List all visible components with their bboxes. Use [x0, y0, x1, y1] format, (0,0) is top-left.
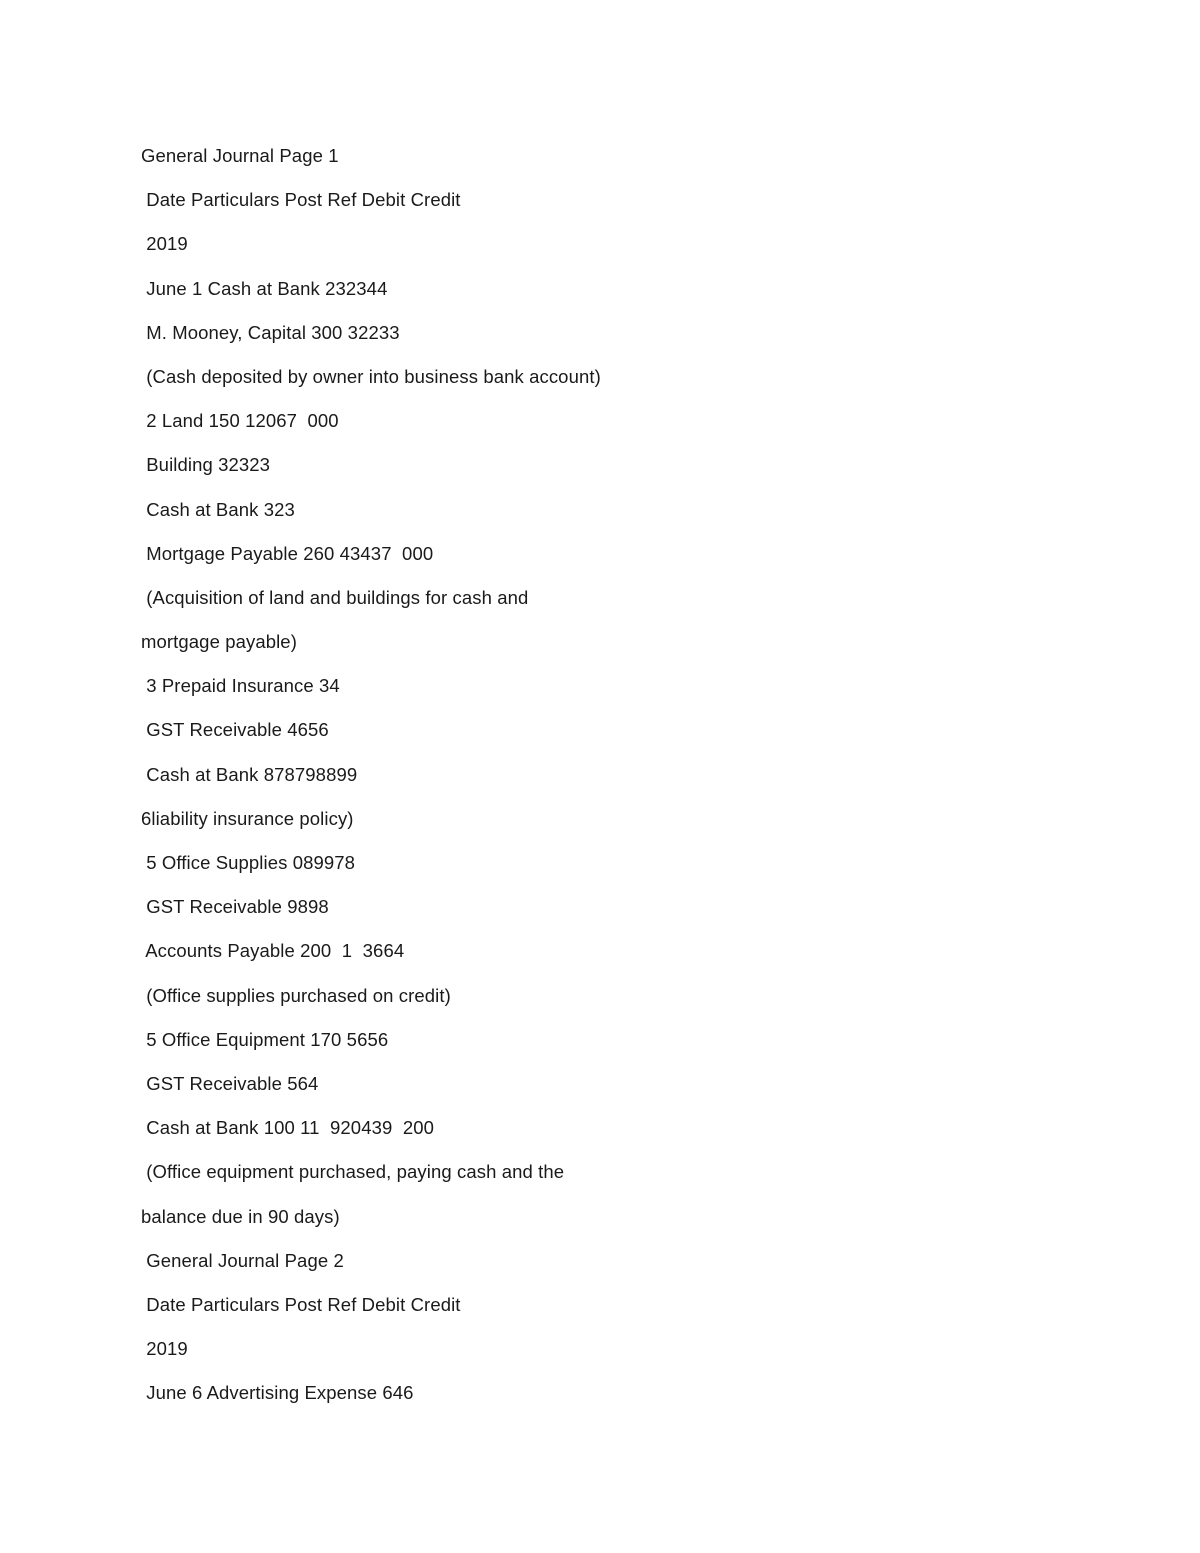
journal-line: GST Receivable 9898 — [141, 896, 329, 918]
journal-line: June 6 Advertising Expense 646 — [141, 1382, 414, 1404]
journal-line: 5 Office Equipment 170 5656 — [141, 1028, 389, 1050]
journal-line: Cash at Bank 878798899 — [141, 763, 358, 785]
year-line: 2019 — [141, 1338, 188, 1360]
journal-line: GST Receivable 4656 — [141, 719, 329, 741]
journal-line: Cash at Bank 323 — [141, 498, 295, 520]
journal-line: 2 Land 150 12067 000 — [141, 410, 339, 432]
journal-heading: General Journal Page 2 — [141, 1249, 344, 1271]
journal-line: Accounts Payable 200 1 3664 — [141, 940, 405, 962]
journal-line: Cash at Bank 100 11 920439 200 — [141, 1117, 435, 1139]
journal-narration: 6liability insurance policy) — [141, 807, 354, 829]
journal-narration: (Office supplies purchased on credit) — [141, 984, 451, 1006]
journal-text — [141, 143, 1041, 1424]
column-headers: Date Particulars Post Ref Debit Credit — [141, 1293, 461, 1315]
journal-narration: balance due in 90 days) — [141, 1205, 340, 1227]
journal-narration: (Acquisition of land and buildings for cash and — [141, 586, 529, 608]
journal-heading: General Journal Page 1 — [141, 145, 339, 166]
journal-line: GST Receivable 564 — [141, 1072, 319, 1094]
year-line: 2019 — [141, 233, 188, 255]
column-headers: Date Particulars Post Ref Debit Credit — [141, 189, 461, 211]
journal-line: M. Mooney, Capital 300 32233 — [141, 321, 400, 343]
journal-line: 5 Office Supplies 089978 — [141, 852, 356, 873]
journal-narration: mortgage payable) — [141, 631, 297, 653]
journal-narration: (Cash deposited by owner into business bank account) — [141, 365, 601, 387]
journal-line: June 1 Cash at Bank 232344 — [141, 277, 388, 299]
journal-line: 3 Prepaid Insurance 34 — [141, 675, 340, 697]
journal-narration: (Office equipment purchased, paying cash and the — [141, 1161, 565, 1183]
journal-line: Mortgage Payable 260 43437 000 — [141, 542, 434, 564]
journal-line: Building 32323 — [141, 454, 271, 476]
